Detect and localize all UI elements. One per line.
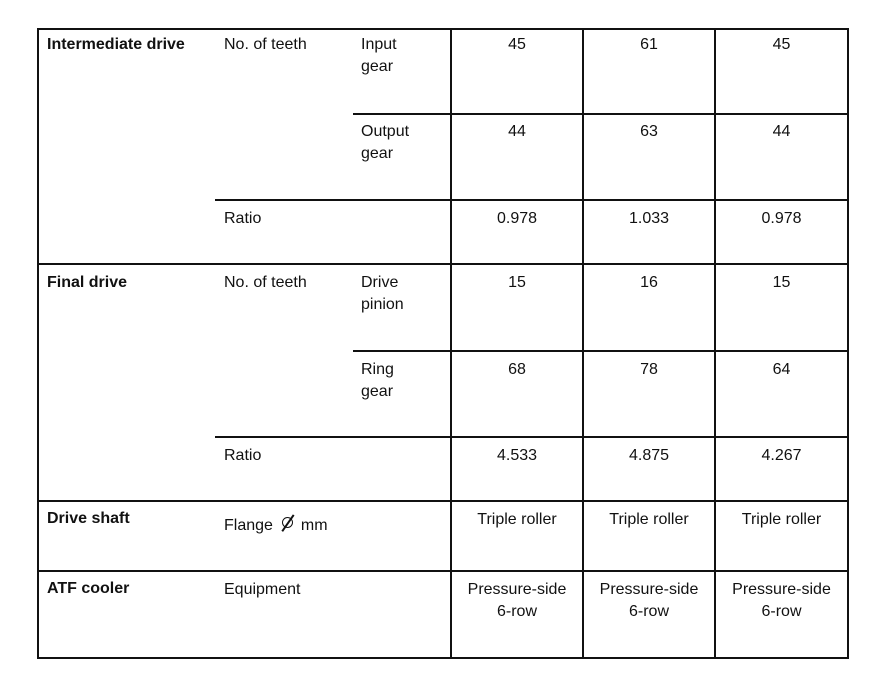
- ratio-value: 4.533: [496, 447, 538, 464]
- diameter-icon: [279, 514, 297, 532]
- ratio-value: 0.978: [761, 210, 802, 227]
- ring-gear-value: 64: [772, 361, 791, 378]
- ratio-value: 0.978: [496, 210, 538, 227]
- section-label-intermediate-drive: Intermediate drive: [47, 36, 185, 53]
- section-label-atf-cooler: ATF cooler: [47, 580, 130, 597]
- ratio-value: 4.875: [628, 447, 670, 464]
- table-rule: [215, 436, 849, 438]
- table-rule-bottom: [37, 657, 849, 659]
- ratio-value: 4.267: [761, 447, 802, 464]
- input-gear-value: 61: [640, 36, 658, 53]
- section-label-final-drive: Final drive: [47, 274, 128, 291]
- drive-pinion-value: 15: [508, 274, 526, 291]
- output-gear-value: 44: [772, 123, 791, 140]
- table-rule: [37, 263, 849, 265]
- table-rule: [353, 350, 849, 352]
- drive-shaft-value: Triple roller: [609, 511, 689, 528]
- input-gear-value: 45: [772, 36, 791, 53]
- flange-label: Flange mm: [224, 514, 328, 537]
- drive-pinion-value: 15: [772, 274, 791, 291]
- drive-pinion-value: 16: [640, 274, 658, 291]
- table-rule: [37, 500, 849, 502]
- table-rule: [37, 570, 849, 572]
- output-gear-value: 44: [508, 123, 526, 140]
- atf-cooler-value: Pressure-side 6-row: [599, 581, 699, 620]
- section-label-drive-shaft: Drive shaft: [47, 510, 130, 527]
- table-rule-left: [37, 28, 39, 659]
- table-rule-top: [37, 28, 849, 30]
- ring-gear-value: 68: [508, 361, 526, 378]
- input-gear-value: 45: [508, 36, 526, 53]
- table-rule: [215, 199, 849, 201]
- drive-pinion-label: Drive pinion: [361, 274, 404, 313]
- equipment-label: Equipment: [224, 581, 301, 598]
- ratio-value: 1.033: [628, 210, 670, 227]
- ratio-label: Ratio: [224, 447, 262, 464]
- input-gear-label: Input gear: [361, 36, 397, 75]
- ring-gear-value: 78: [640, 361, 658, 378]
- atf-cooler-value: Pressure-side 6-row: [732, 581, 831, 620]
- drive-shaft-value: Triple roller: [741, 511, 822, 528]
- ring-gear-label: Ring gear: [361, 361, 394, 400]
- teeth-label: No. of teeth: [224, 274, 307, 291]
- drive-shaft-value: Triple roller: [477, 511, 557, 528]
- output-gear-value: 63: [640, 123, 658, 140]
- table-rule-right: [847, 28, 849, 659]
- atf-cooler-value: Pressure-side 6-row: [467, 581, 567, 620]
- ratio-label: Ratio: [224, 210, 262, 227]
- teeth-label: No. of teeth: [224, 36, 307, 53]
- table-rule: [353, 113, 849, 115]
- output-gear-label: Output gear: [361, 123, 410, 162]
